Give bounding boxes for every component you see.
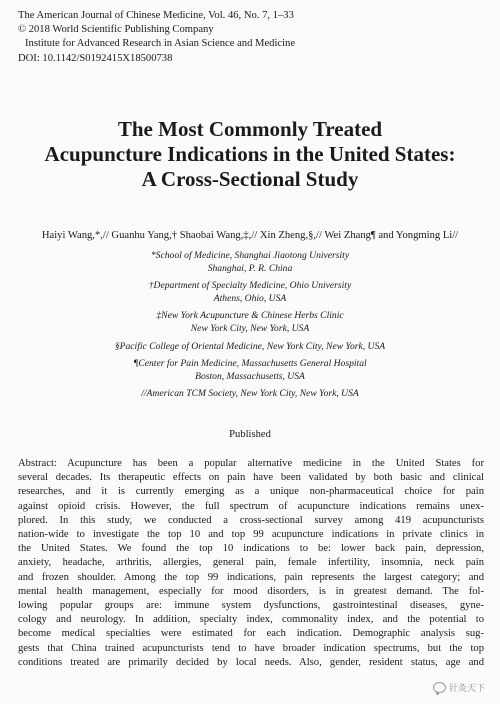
copyright-line: © 2018 World Scientific Publishing Company xyxy=(18,24,214,36)
abstract xyxy=(18,457,484,670)
affiliations xyxy=(0,250,500,406)
abstract-line: the United States. We found the top 10 indications to be: lower back pain, depression, xyxy=(18,543,484,555)
abstract-line: gests that China trained acupuncturists tend to have broader indication spectrums, but the top xyxy=(18,642,484,654)
abstract-line: several decades. Its therapeutic effects on pain have been validated by both basic and clinical xyxy=(18,472,484,484)
abstract-line: mental health management, especially for mood disorders, is in greatest demand. The fol- xyxy=(18,585,484,597)
affiliation: *School of Medicine, Shanghai Jiaotong University Shanghai, P. R. China xyxy=(150,250,350,274)
abstract-line: and frozen shoulder. Among the top 99 indications, pain represents the largest category; and xyxy=(18,571,484,583)
abstract-line: nation-wide to investigate the top 10 and top 99 acupuncture indications in private clinics in xyxy=(18,529,484,541)
abstract-line: plored. In this study, we conducted a cross-sectional survey among 419 acupuncturists xyxy=(18,514,484,526)
abstract-line: lowing popular groups are: immune system dysfunctions, gastrointestinal diseases, gyne- xyxy=(18,600,484,612)
abstract-line: researches, and it is currently emerging as a unique non-pharmaceutical choice for pain xyxy=(18,486,484,498)
journal-masthead xyxy=(18,9,295,66)
institute-line: Institute for Advanced Research in Asian Science and Medicine xyxy=(25,38,296,50)
abstract-line: Abstract: Acupuncture has been a popular alternative medicine in the United States for xyxy=(18,458,484,469)
paper-title xyxy=(0,117,500,192)
abstract-line: anxiety, headache, arthritis, allergies, general pain, female infertility, insomnia, neck pain xyxy=(18,557,484,569)
abstract-line: become medical specialties were estimated for each indication. Demographic analysis sug- xyxy=(18,628,484,640)
abstract-line: conditions treated are primarily decided by local needs. Also, gender, resident status, age and xyxy=(18,656,484,668)
title-line: Acupuncture Indications in the United States: xyxy=(44,142,456,166)
affiliation: ¶Center for Pain Medicine, Massachusetts General Hospital Boston, Massachusetts, USA xyxy=(133,358,367,382)
abstract-line: against opioid crisis. However, the full spectrum of acupuncture indications remains unex- xyxy=(18,500,484,512)
journal-citation: The American Journal of Chinese Medicine, Vol. 46, No. 7, 1–33 xyxy=(18,10,294,21)
title-line: The Most Commonly Treated xyxy=(117,117,383,141)
affiliation: //American TCM Society, New York City, New York, USA xyxy=(141,388,359,400)
abstract-line: cology and neurology. In addition, specialty index, commonality index, and the potential to xyxy=(18,614,484,626)
affiliation: ‡New York Acupuncture & Chinese Herbs Clinic New York City, New York, USA xyxy=(156,310,344,334)
affiliation: †Department of Specialty Medicine, Ohio University Athens, Ohio, USA xyxy=(148,280,352,304)
watermark xyxy=(430,680,488,695)
title-line: A Cross-Sectional Study xyxy=(141,167,359,191)
doi-link[interactable]: DOI: 10.1142/S0192415X18500738 xyxy=(18,52,173,64)
chat-bubble-icon xyxy=(433,682,446,693)
affiliation: §Pacific College of Oriental Medicine, New York City, New York, USA xyxy=(114,340,386,352)
watermark-text: 针灸天下 xyxy=(448,684,485,694)
published-label: Published xyxy=(229,429,271,440)
author-list: Haiyi Wang,*,// Guanhu Yang,† Shaobai Wang,‡,// Xin Zheng,§,// Wei Zhang¶ and Yongming Li// xyxy=(41,230,459,241)
